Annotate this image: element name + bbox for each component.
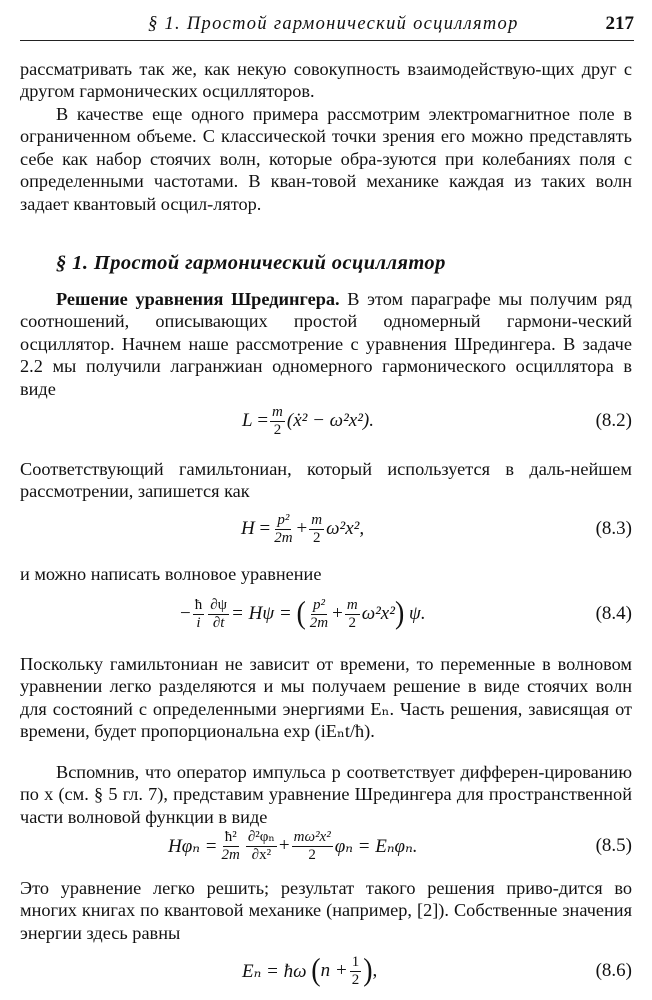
paragraph-wave-equation: и можно написать волновое уравнение (20, 564, 322, 584)
eq-end: ψ. (409, 603, 426, 624)
paragraph-lead: Решение уравнения Шредингера. (56, 289, 340, 309)
plus-sign: + (296, 518, 308, 539)
eq-n-plus: n + (320, 960, 348, 981)
eq-end: , (372, 960, 378, 981)
fraction: $\frac{\text{ħ²}}{2m}$ (221, 828, 240, 863)
equation-number: (8.3) (595, 518, 632, 539)
fraction: $\frac{\text{∂²φₙ}}{\text{∂x²}}$ (247, 828, 275, 863)
paragraph-separation: Поскольку гамильтониан не зависит от времени, то переменные в волновом уравнении легко разделяются и мы получаем решение в виде стоячих волн для состояний с определенными энергиями Eₙ. Часть решения, зависящая от времени, будет пропорциональна exp (iEₙt/ħ). (20, 654, 632, 742)
eq-lhs: Hφₙ = (168, 835, 218, 857)
eq-lhs: L (242, 410, 253, 431)
fraction: $\frac{\text{p²}}{2m}$ (274, 511, 293, 546)
eq-rest: (ẋ² − ω²x²). (286, 410, 374, 431)
paragraph-schrodinger (20, 288, 632, 400)
eq-sign: = (257, 410, 269, 431)
eq-lhs: H (241, 518, 255, 539)
plus-sign: + (278, 835, 290, 856)
equation-number: (8.6) (595, 960, 632, 981)
running-head (20, 12, 634, 41)
eq-middle: = Hψ = (231, 603, 292, 624)
eq-lhs: Eₙ = ħω (242, 960, 307, 982)
minus-sign: − (180, 603, 191, 624)
equation-number: (8.5) (595, 835, 632, 856)
paragraph-solution: Это уравнение легко решить; результат такого решения приво-дится во многих книгах по квантовой механике (например, [2]). Собственные значения энергии здесь равны (20, 878, 632, 943)
section-title: § 1. Простой гармонический осциллятор (56, 252, 446, 274)
fraction: $\frac{m}{2}$ (346, 596, 358, 631)
equation-number: (8.4) (595, 603, 632, 624)
equation-8-2 (20, 398, 632, 444)
fraction: $\frac{\partial\psi}{\partial t}$ (210, 596, 228, 631)
paragraph-momentum: Вспомнив, что оператор импульса p соответствует дифферен-цированию по x (см. § 5 гл. 7), представим уравнение Шредингера для пространственной части волновой функции в виде (20, 762, 632, 827)
paragraph-text: В этом параграфе мы получим ряд соотношений, описывающих простой одномерный гармони-ческий осциллятор. Начнем наше рассмотрение с уравнения Шредингера. В задаче 2.2 мы получили лагранжиан одномерного гармонического осциллятора в виде (20, 289, 632, 399)
fraction: $\frac{m}{2}$ (311, 511, 323, 546)
equation-8-4: − $\frac{ħ}{i}$ $\frac{\partial\psi}{\partial t}$ = Hψ = ( $\frac{\text{p²}}{2m}$ + $\frac{m}{2}$ ω²x² ) ψ. (8.4) (20, 591, 632, 637)
equation-8-5 (20, 823, 632, 869)
equation-number: (8.2) (595, 410, 632, 431)
paragraph-hamiltonian: Соответствующий гамильтониан, который используется в даль-нейшем рассмотрении, запишется как (20, 459, 632, 502)
plus-sign: + (332, 603, 343, 624)
intro-paragraph-2: В качестве еще одного примера рассмотрим электромагнитное поле в ограниченном объеме. С классической точки зрения его можно представлять себе как набор стоячих волн, которые обра-зуются при колебаниях поля с определенными частотами. В кван-товой механике каждая из таких волн задает квантовый осцил-лятор. (20, 104, 632, 214)
equation-8-6: Eₙ = ħω ( n + $\frac{1}{2}$ ) , (8.6) (20, 948, 632, 994)
eq-sign: = (259, 518, 271, 539)
fraction: $\frac{ħ}{i}$ (194, 596, 203, 631)
fraction: $\frac{\text{p²}}{2m}$ (309, 596, 329, 631)
page-number: 217 (605, 13, 634, 34)
running-title: § 1. Простой гармонический осциллятор (148, 14, 519, 34)
fraction: $\frac{m}{2}$ (272, 403, 283, 438)
equation-8-3 (20, 506, 632, 552)
eq-rest: φₙ = Eₙφₙ. (334, 835, 418, 857)
intro-paragraph-1: рассматривать так же, как некую совокупность взаимодействую-щих друг с другом гармонических осцилляторов. (20, 59, 632, 102)
eq-rest: ω²x², (326, 518, 365, 539)
eq-tail: ω²x² (361, 603, 395, 624)
fraction: $\frac{1}{2}$ (351, 953, 360, 988)
fraction: $\frac{\text{mω²x²}}{2}$ (293, 828, 331, 863)
